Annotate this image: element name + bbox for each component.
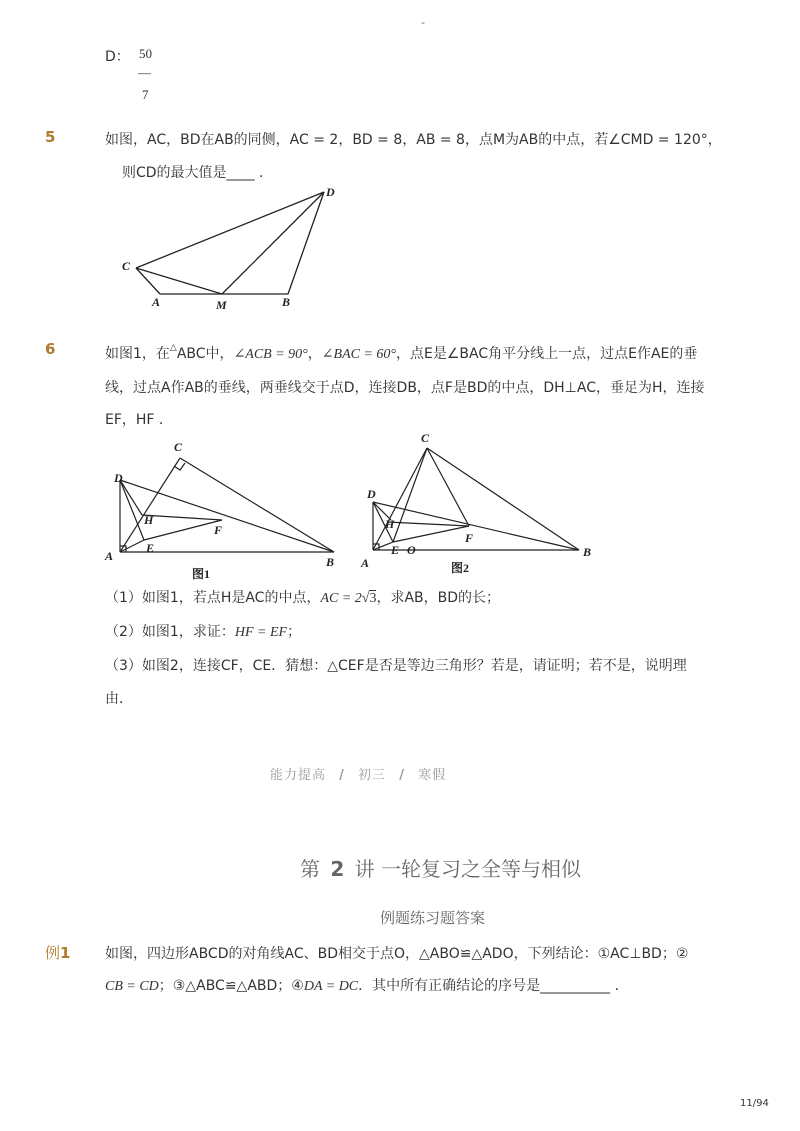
fig2-label-d: D xyxy=(367,487,376,501)
option-d-bar: — xyxy=(138,65,151,80)
fig1-label-f: F xyxy=(214,523,223,537)
q5-label-d: D xyxy=(326,185,335,199)
footer-crumb-1: 能力提高 xyxy=(270,768,327,783)
q6-line1-abc: ABC中， xyxy=(176,346,234,362)
question-6-line1 xyxy=(105,343,697,363)
fig1-label-c: C xyxy=(174,440,183,454)
q5-label-b: B xyxy=(282,295,291,309)
question-5-figure xyxy=(110,180,350,315)
lecture-title xyxy=(300,853,581,882)
q6-line1-suffix: ，点E是∠BAC角平分线上一点，过点E作AE的垂 xyxy=(396,346,698,362)
q6-sub1-sqrt-symbol: √ xyxy=(361,591,370,606)
fig1-label-e: E xyxy=(146,541,155,555)
fig2-label-a: A xyxy=(361,556,370,570)
q6-sub1-sqrt: 3 xyxy=(369,591,377,606)
q6-angle-bac: ∠BAC = 60° xyxy=(321,347,396,362)
q6-sub2-suffix: ； xyxy=(287,624,302,640)
q6-sub1-suffix: ，求AB，BD的长； xyxy=(376,590,501,606)
fig1-label-d: D xyxy=(114,471,123,485)
example-1-line2-mid: ；③△ABC≌△ABD；④ xyxy=(158,978,304,994)
question-6-sub3-line2: 由． xyxy=(105,691,133,707)
fig1-label-a: A xyxy=(105,549,114,563)
fig2-label-c: C xyxy=(421,431,430,445)
example-1-label xyxy=(45,942,70,963)
lecture-title-prefix: 第 xyxy=(300,857,320,881)
fig2-label-h: H xyxy=(385,517,395,531)
option-d-label: D： xyxy=(105,49,130,65)
option-d-numerator: 50 xyxy=(139,46,152,61)
q6-line1-prefix: 如图1，在 xyxy=(105,346,170,362)
q6-sub2-prefix: （2）如图1，求证： xyxy=(105,624,235,640)
question-5-number: 5 xyxy=(45,128,56,146)
fig2-label-b: B xyxy=(583,545,592,559)
question-6-line2: 线，过点A作AB的垂线，两垂线交于点D，连接DB，点F是BD的中点，DH⊥AC，垂足为H，连接 xyxy=(105,380,705,396)
q5-label-a: A xyxy=(152,295,161,309)
lecture-title-suffix: 讲 一轮复习之全等与相似 xyxy=(354,857,581,881)
q6-sub1-math: AC = 2 xyxy=(320,591,362,606)
example-1-line2 xyxy=(105,975,619,995)
example-1-line1: 如图，四边形ABCD的对角线AC、BD相交于点O，△ABO≌△ADO，下列结论：①AC⊥BD；② xyxy=(105,946,689,962)
answers-title: 例题练习题答案 xyxy=(380,909,486,927)
header-dash: - xyxy=(421,16,425,29)
footer-sep-1: / xyxy=(339,768,345,783)
fig1-caption: 图1 xyxy=(192,567,211,581)
question-5-line1: 如图，AC，BD在AB的同侧，AC = 2，BD = 8，AB = 8，点M为AB的中点，若∠CMD = 120°， xyxy=(105,132,722,148)
question-5-line2: 则CD的最大值是____ . xyxy=(122,165,264,181)
q6-sub2-math: HF = EF xyxy=(234,625,288,640)
question-6-sub1 xyxy=(105,587,500,607)
q6-sub1-prefix: （1）如图1，若点H是AC的中点， xyxy=(105,590,321,606)
option-d-denominator: 7 xyxy=(142,87,149,102)
fig1-label-h: H xyxy=(144,513,154,527)
fig2-caption: 图2 xyxy=(451,561,470,575)
example-1-math-da: DA = DC xyxy=(303,979,359,994)
fig2-label-f: F xyxy=(465,531,474,545)
footer-breadcrumb xyxy=(270,764,446,783)
question-6-number: 6 xyxy=(45,340,56,358)
question-6-figure-1 xyxy=(100,436,350,584)
q5-label-c: C xyxy=(122,259,131,273)
question-6-sub2 xyxy=(105,621,301,641)
example-1-label-num: 1 xyxy=(60,944,71,962)
q6-triangle-symbol: △ xyxy=(169,343,177,353)
fig2-label-e: E xyxy=(391,543,400,557)
q6-angle-acb: ∠ACB = 90° xyxy=(233,347,308,362)
footer-crumb-2: 初三 xyxy=(358,768,387,783)
q6-line1-sep: ， xyxy=(307,346,322,362)
example-1-math-cb: CB = CD xyxy=(105,979,159,994)
example-1-line2-suffix: ．其中所有正确结论的序号是__________ . xyxy=(358,978,620,994)
question-6-sub3-line1: （3）如图2，连接CF，CE．猜想：△CEF是否是等边三角形？若是，请证明；若不是，说明理 xyxy=(105,658,687,674)
footer-sep-2: / xyxy=(399,768,405,783)
page-number: 11/94 xyxy=(740,1098,769,1109)
question-6-line3: EF，HF . xyxy=(105,412,164,428)
q5-label-m: M xyxy=(216,298,227,312)
lecture-title-number: 2 xyxy=(330,857,345,881)
fig1-label-b: B xyxy=(326,555,335,569)
footer-crumb-3: 寒假 xyxy=(418,768,447,783)
fig2-label-o: O xyxy=(407,543,416,557)
example-1-label-char: 例 xyxy=(45,944,61,962)
question-6-figure-2 xyxy=(355,430,605,580)
